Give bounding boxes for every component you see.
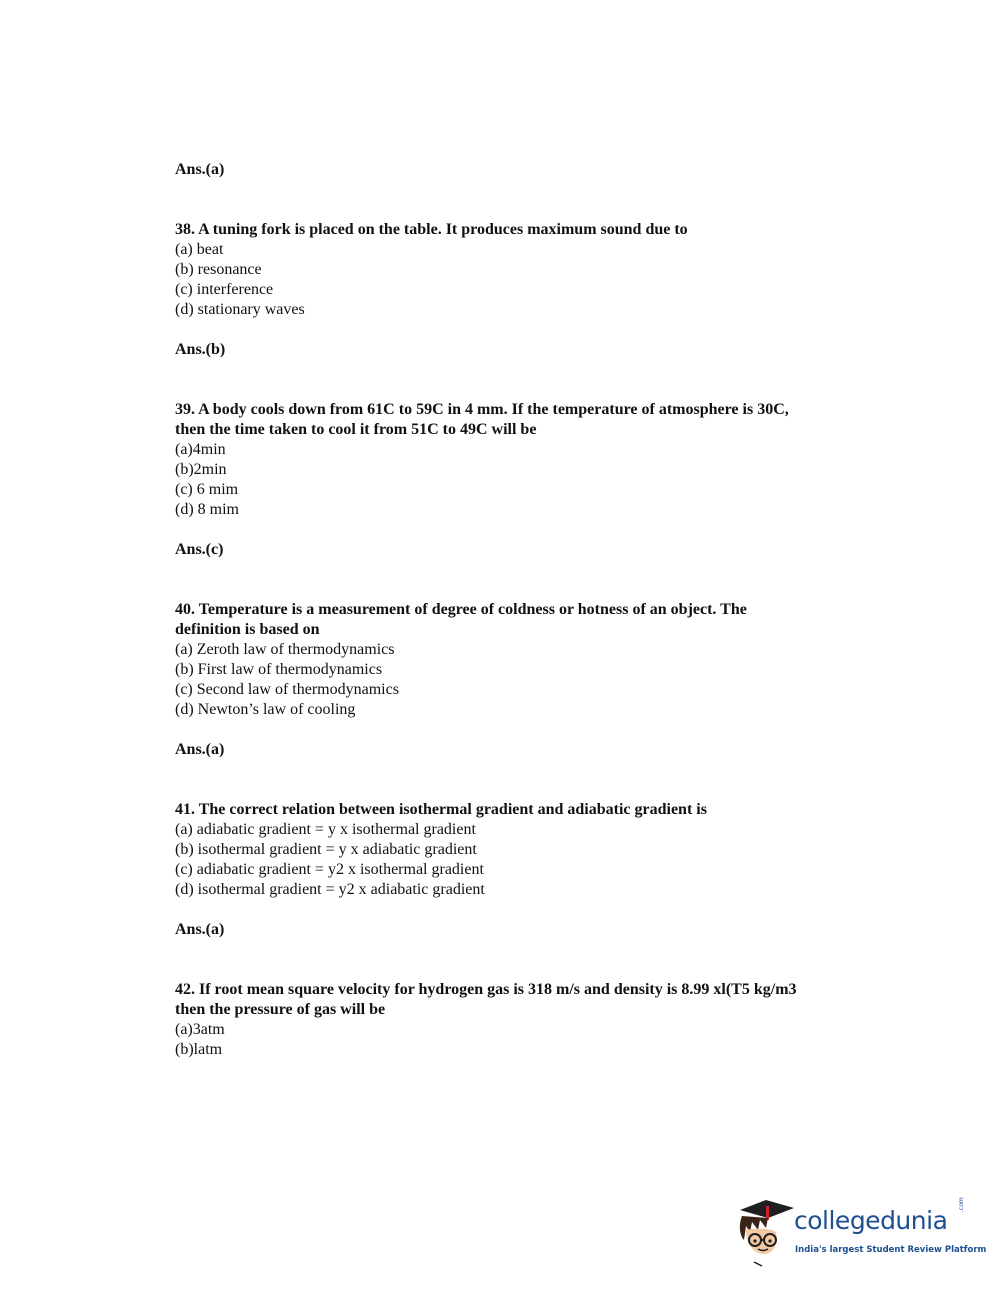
question-38 bbox=[175, 220, 895, 360]
option-a: (a)4min bbox=[175, 441, 226, 458]
logo-com: .com bbox=[958, 1197, 965, 1212]
question-stem: 39. A body cools down from 61C to 59C in 4 mm. If the temperature of atmosphere is 30C, bbox=[175, 401, 789, 418]
option-a: (a) adiabatic gradient = y x isothermal gradient bbox=[175, 821, 476, 838]
question-stem: 38. A tuning fork is placed on the table. It produces maximum sound due to bbox=[175, 221, 688, 238]
option-b: (b) resonance bbox=[175, 261, 262, 278]
question-40 bbox=[175, 600, 895, 760]
option-d: (d) isothermal gradient = y2 x adiabatic gradient bbox=[175, 881, 485, 898]
option-b: (b)2min bbox=[175, 461, 227, 478]
option-a: (a)3atm bbox=[175, 1021, 225, 1038]
option-a: (a) Zeroth law of thermodynamics bbox=[175, 641, 395, 658]
question-stem: 40. Temperature is a measurement of degree of coldness or hotness of an object. The bbox=[175, 601, 747, 618]
option-b: (b) First law of thermodynamics bbox=[175, 661, 383, 678]
question-41 bbox=[175, 800, 895, 940]
logo-wordmark: collegedunia bbox=[794, 1206, 948, 1235]
answer-label: Ans.(b) bbox=[175, 341, 226, 358]
option-b: (b)latm bbox=[175, 1041, 223, 1058]
question-stem-continued: definition is based on bbox=[175, 621, 320, 638]
mascot-icon bbox=[736, 1196, 796, 1268]
option-a: (a) beat bbox=[175, 241, 224, 258]
answer-label: Ans.(c) bbox=[175, 541, 224, 558]
logo-tagline: India's largest Student Review Platform bbox=[795, 1245, 987, 1255]
answer-label: Ans.(a) bbox=[175, 741, 225, 758]
question-stem: 41. The correct relation between isothermal gradient and adiabatic gradient is bbox=[175, 801, 707, 818]
question-page bbox=[175, 160, 895, 1060]
option-d: (d) Newton’s law of cooling bbox=[175, 701, 356, 718]
option-c: (c) 6 mim bbox=[175, 481, 239, 498]
option-d: (d) 8 mim bbox=[175, 501, 239, 518]
collegedunia-logo bbox=[736, 1196, 987, 1268]
question-39 bbox=[175, 400, 895, 560]
option-c: (c) interference bbox=[175, 281, 274, 298]
question-stem-continued: then the time taken to cool it from 51C to 49C will be bbox=[175, 421, 537, 438]
question-stem: 42. If root mean square velocity for hydrogen gas is 318 m/s and density is 8.99 xl(T5 kg/m3 bbox=[175, 981, 797, 998]
option-d: (d) stationary waves bbox=[175, 301, 305, 318]
answer-label: Ans.(a) bbox=[175, 921, 225, 938]
question-stem-continued: then the pressure of gas will be bbox=[175, 1001, 386, 1018]
option-c: (c) adiabatic gradient = y2 x isothermal gradient bbox=[175, 861, 484, 878]
question-42 bbox=[175, 980, 895, 1060]
answer-label: Ans.(a) bbox=[175, 161, 225, 178]
option-b: (b) isothermal gradient = y x adiabatic gradient bbox=[175, 841, 477, 858]
option-c: (c) Second law of thermodynamics bbox=[175, 681, 399, 698]
